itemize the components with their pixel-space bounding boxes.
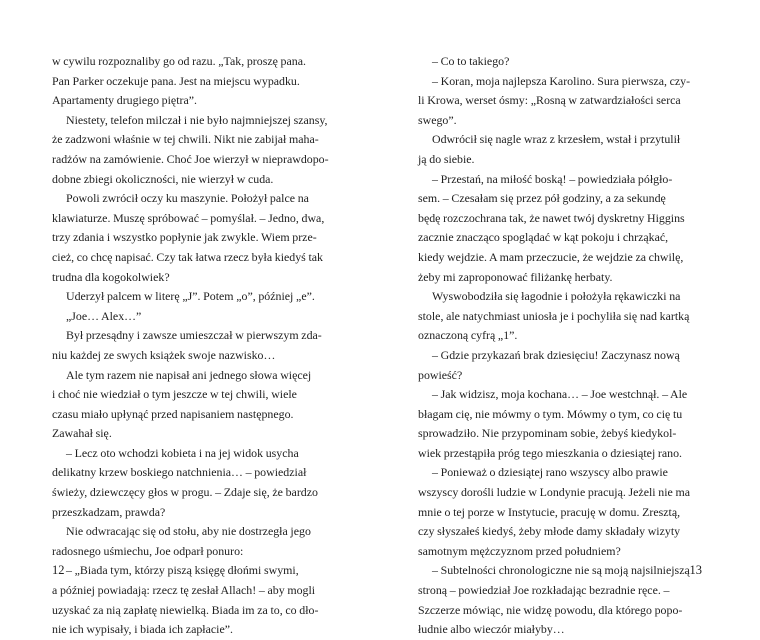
paragraph: – Przestań, na miłość boską! – powiedziała półgło- sem. – Czesałam się przez pół godziny, a za sekundę będę rozczochrana tak, że nawet twój dyskretny Higgins zacznie znacząco spoglądać w kąt pokoju i chrząkać, kiedy wejdzie. A mam przeczucie, że wejdzie za chwilę, żeby mi zaproponować filiżankę herbaty. — [418, 171, 685, 284]
paragraph: „Joe… Alex…” — [66, 308, 142, 323]
paragraph: – Lecz oto wchodzi kobieta i na jej widok usycha delikatny krzew boskiego natchnienia… – powiedział świeży, dziewczęcy głos w progu. – Zdaje się, że bardzo przeszkadzam, prawda? — [52, 445, 318, 519]
paragraph: – Co to takiego? — [432, 54, 510, 68]
right-page — [380, 0, 760, 637]
paragraph: – „Biada tym, którzy piszą księgę dłońmi swymi, a później powiadają: rzecz tę zesłał Allach! – aby mogli uzyskać za nią zapłatę niewielką. Biada im za to, co dło- nie ich wypisały, i biada ich zapłacie”. — [52, 563, 319, 637]
paragraph: Nie odwracając się od stołu, aby nie dostrzegła jego radosnego uśmiechu, Joe odparł ponuro: — [52, 524, 311, 558]
left-page-text — [52, 52, 338, 640]
paragraph: – Gdzie przykazań brak dziesięciu! Zaczynasz nową powieść? — [418, 347, 680, 382]
paragraph: Uderzył palcem w literę „J”. Potem „o”, później „e”. — [66, 289, 315, 304]
right-page-text — [418, 52, 704, 640]
left-page — [0, 0, 380, 637]
paragraph: Wyswobodziła się łagodnie i położyła rękawiczki na stole, ale natychmiast uniosła je i pochyliła się nad kartką oznaczoną cyfrą „1”. — [418, 289, 690, 343]
paragraph: – Jak widzisz, moja kochana… – Joe westchnął. – Ale błagam cię, nie mówmy o tym. Mówmy o tym, co cię tu sprowadziło. Nie przypominam sobie, żebyś kiedykol- wiek przestąpiła próg tego mieszkania o dziesiątej rano. — [418, 387, 688, 460]
paragraph: – Subtelności chronologiczne nie są moją najsilniejszą stroną – powiedział Joe rozkładając bezradnie ręce. – Szczerze mówiąc, nie widzę powodu, dla którego popo- łudnie albo wieczór miałyby… — [418, 563, 690, 637]
paragraph: Ale tym razem nie napisał ani jednego słowa więcej i choć nie wiedział o tym jeszcze w tej chwili, wiele czasu miało upłynąć przed napisaniem następnego. Zawahał się. — [52, 367, 312, 441]
page-number-left: 12 — [52, 563, 65, 577]
paragraph: Niestety, telefon milczał i nie było najmniejszej szansy, że zadzwoni właśnie w tej chwili. Nikt nie zabijał maha- radżów na zamówienie. Choć Joe wierzył w nieprawdopo- dobne zbiegi okoliczności, nie wierzył w cuda. — [52, 112, 329, 186]
paragraph: Powoli zwrócił oczy ku maszynie. Położył palce na klawiaturze. Muszę spróbować – pomyślał. – Jedno, dwa, trzy zdania i wszystko popłynie jak zwykle. Wiem prze- cież, co chcę napisać. Czy tak łatwa rzecz była kiedyś tak trudna dla kogokolwiek? — [52, 191, 325, 284]
paragraph: Odwrócił się nagle wraz z krzesłem, wstał i przytulił ją do siebie. — [418, 132, 681, 166]
paragraph: – Koran, moja najlepsza Karolino. Sura pierwsza, czy- li Krowa, werset ósmy: „Rosną w zatwardziałości serca swego”. — [418, 73, 691, 127]
paragraph: w cywilu rozpoznaliby go od razu. „Tak, proszę pana. Pan Parker oczekuje pana. Jest na miejscu wypadku. Apartamenty drugiego piętra”. — [52, 54, 306, 108]
page-number-right: 13 — [689, 563, 702, 577]
paragraph: Był przesądny i zawsze umieszczał w pierwszym zda- niu każdej ze swych książek swoje nazwisko… — [52, 328, 322, 362]
paragraph: – Ponieważ o dziesiątej rano wszyscy albo prawie wszyscy dorośli ludzie w Londynie pracują. Jeżeli nie ma mnie o tej porze w Instytucie, pracuję w domu. Zresztą, czy słyszałeś kiedyś, żeby młode damy składały wizyty samotnym mężczyznom przed południem? — [418, 465, 690, 558]
